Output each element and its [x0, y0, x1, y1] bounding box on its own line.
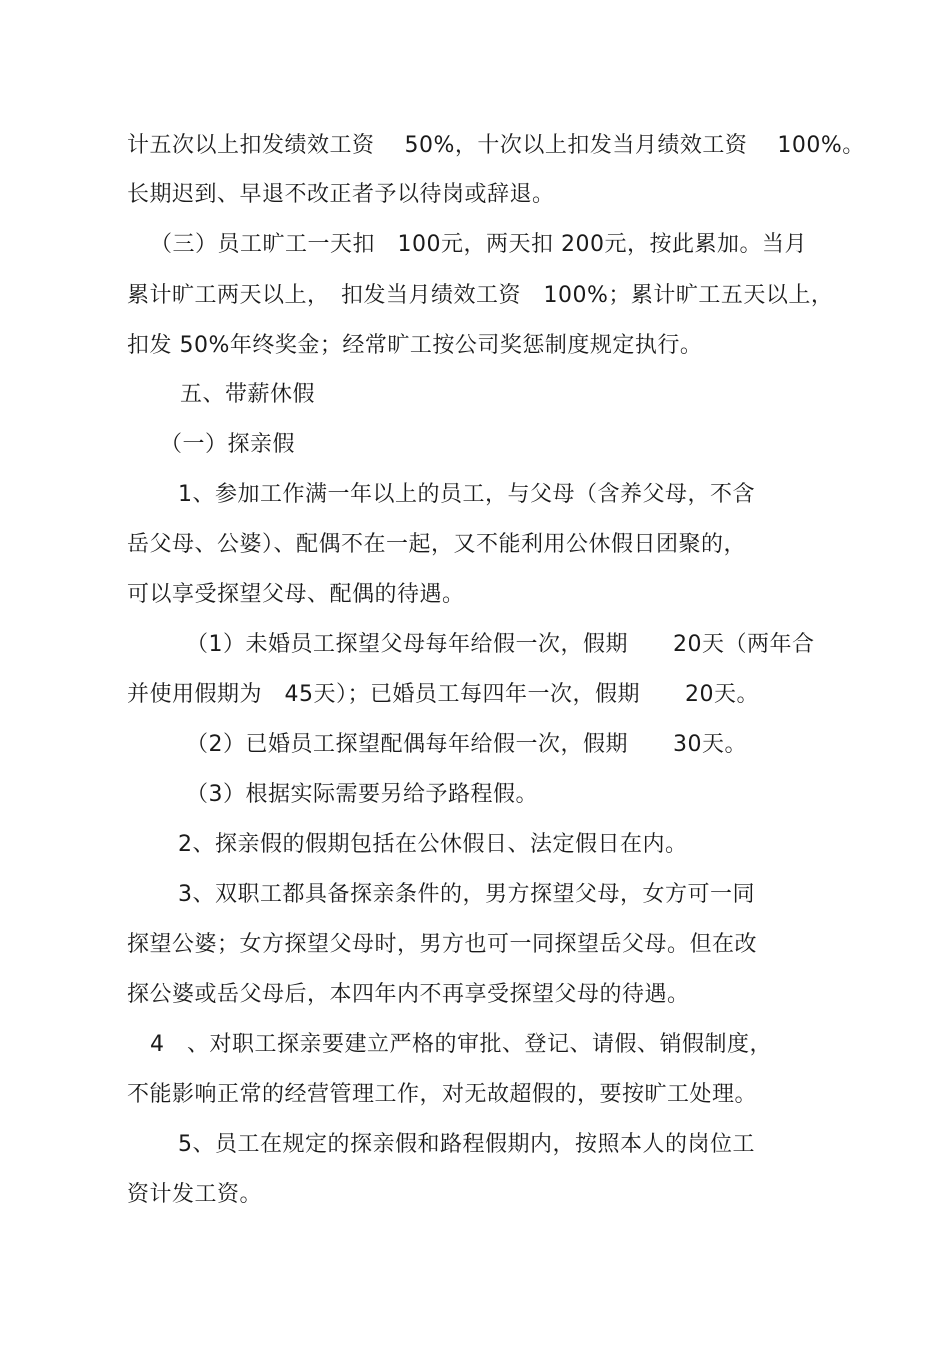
text-line: 扣发 50%年终奖金；经常旷工按公司奖惩制度规定执行。: [127, 333, 703, 358]
text-line: （2）已婚员工探望配偶每年给假一次，假期 30天。: [186, 732, 747, 757]
text-line: 2、探亲假的假期包括在公休假日、法定假日在内。: [178, 832, 688, 857]
text-line: 资计发工资。: [127, 1182, 263, 1207]
text-line: 计五次以上扣发绩效工资 50%，十次以上扣发当月绩效工资 100%。: [127, 133, 865, 158]
text-line: 探望公婆；女方探望父母时，男方也可一同探望岳父母。但在改: [127, 932, 758, 957]
text-line: 3、双职工都具备探亲条件的，男方探望父母，女方可一同: [178, 882, 755, 907]
text-line: （3）根据实际需要另给予路程假。: [186, 782, 538, 807]
text-line: 可以享受探望父母、配偶的待遇。: [127, 582, 465, 607]
text-line: 5、员工在规定的探亲假和路程假期内，按照本人的岗位工: [178, 1132, 755, 1157]
text-line: 1、参加工作满一年以上的员工，与父母（含养父母，不含: [178, 482, 755, 507]
text-line: 不能影响正常的经营管理工作，对无故超假的，要按旷工处理。: [127, 1082, 758, 1107]
text-line: （三）员工旷工一天扣 100元，两天扣 200元，按此累加。当月: [150, 232, 807, 257]
text-line: 长期迟到、早退不改正者予以待岗或辞退。: [127, 182, 555, 207]
text-line: 累计旷工两天以上， 扣发当月绩效工资 100%；累计旷工五天以上，: [127, 283, 834, 308]
text-line: （1）未婚员工探望父母每年给假一次，假期 20天（两年合: [186, 632, 815, 657]
text-line: 4 、对职工探亲要建立严格的审批、登记、请假、销假制度，: [150, 1032, 772, 1057]
text-line: 岳父母、公婆）、配偶不在一起，又不能利用公休假日团聚的，: [127, 532, 747, 557]
text-line: 并使用假期为 45天）；已婚员工每四年一次，假期 20天。: [127, 682, 759, 707]
text-line: 探公婆或岳父母后，本四年内不再享受探望父母的待遇。: [127, 982, 690, 1007]
section-heading: 五、带薪休假: [180, 382, 316, 407]
subsection-heading: （一）探亲假: [160, 432, 296, 457]
